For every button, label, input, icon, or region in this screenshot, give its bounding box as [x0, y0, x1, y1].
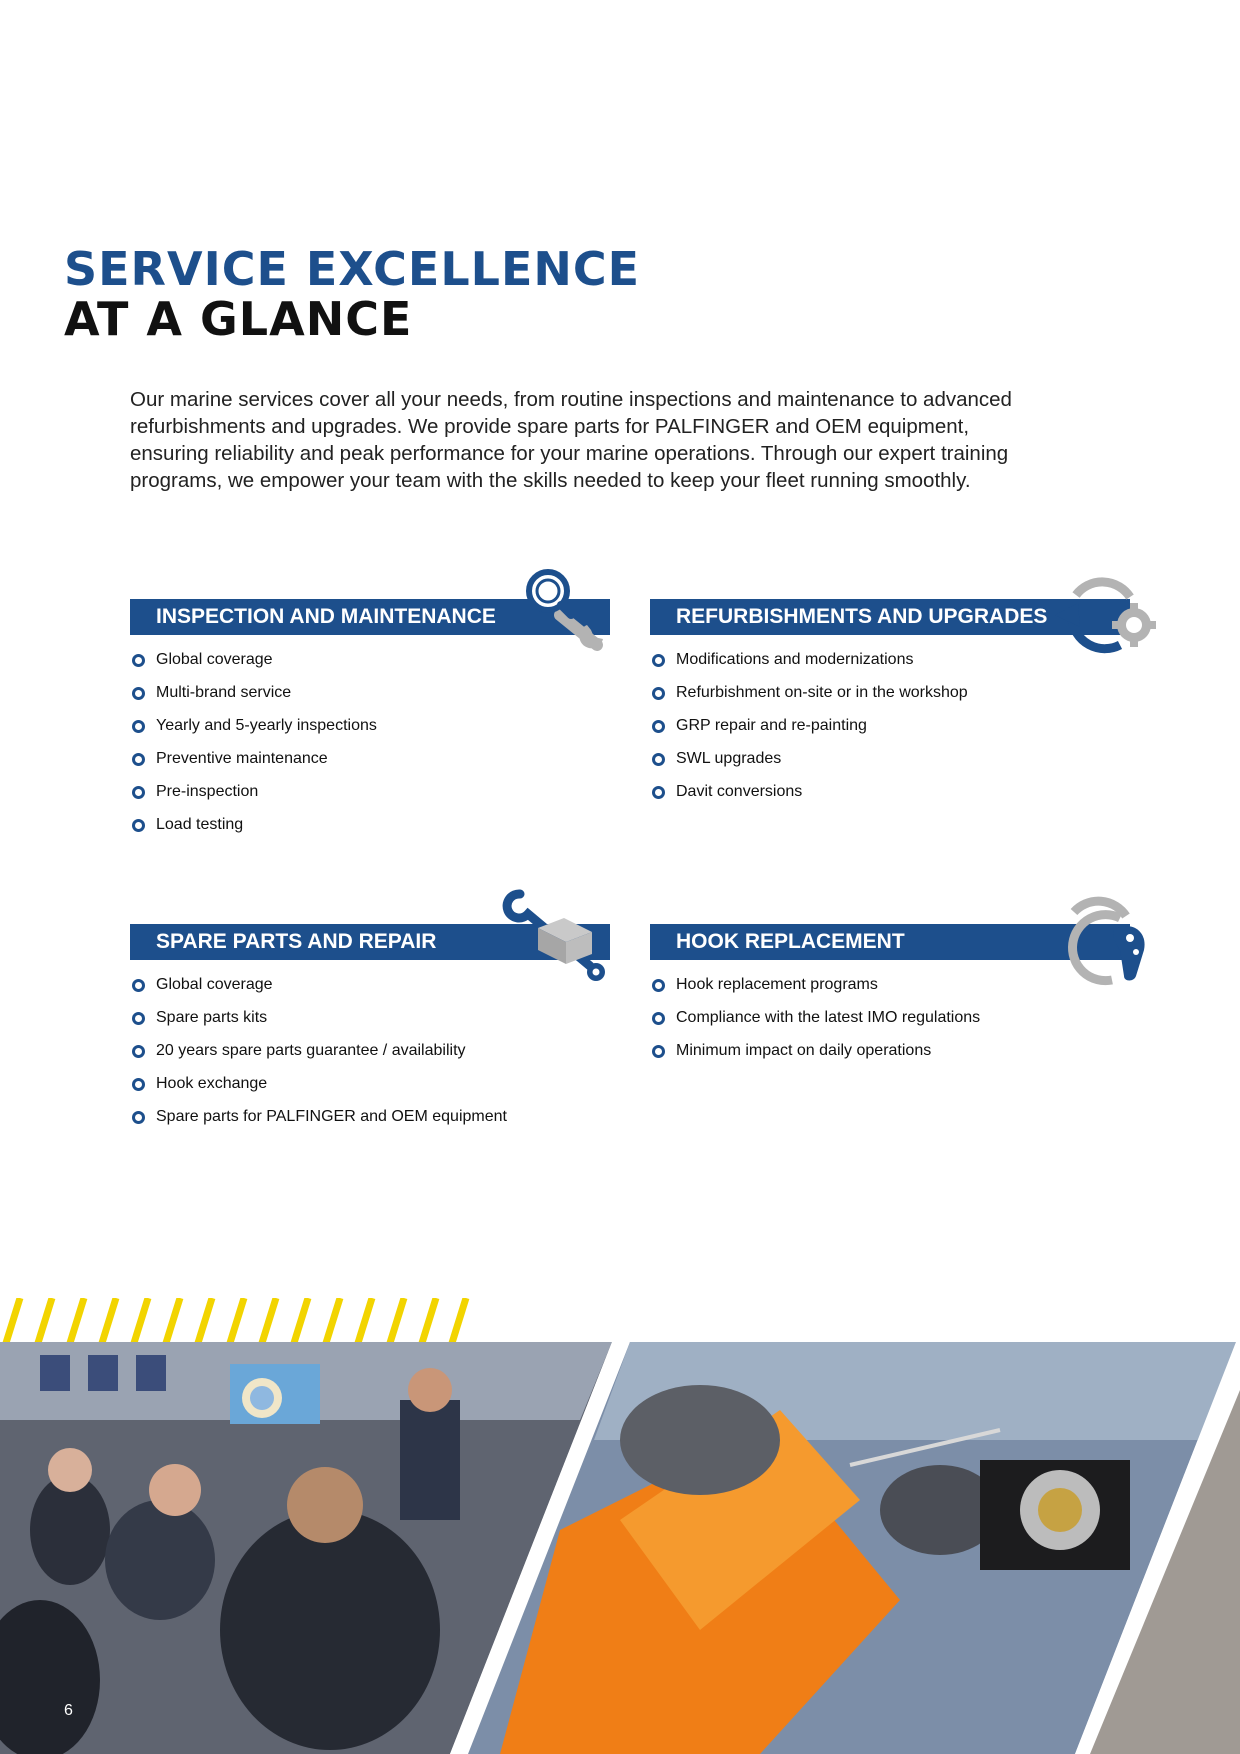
photo-collage	[0, 1300, 1240, 1754]
refresh-gear-icon	[1050, 567, 1160, 657]
list-item: Refurbishment on-site or in the workshop	[650, 682, 1130, 715]
list-item: Hook exchange	[130, 1073, 610, 1106]
list-item: Pre-inspection	[130, 781, 610, 814]
section-refurbishments-upgrades	[650, 599, 1130, 814]
section-list	[650, 649, 1130, 814]
section-hook-replacement	[650, 924, 1130, 1073]
section-list	[650, 974, 1130, 1073]
section-title: HOOK REPLACEMENT	[676, 930, 905, 953]
list-item: GRP repair and re-painting	[650, 715, 1130, 748]
list-item: SWL upgrades	[650, 748, 1130, 781]
list-item: Load testing	[130, 814, 610, 847]
bullet-icon	[652, 1045, 665, 1058]
list-item: Multi-brand service	[130, 682, 610, 715]
bullet-icon	[652, 979, 665, 992]
list-item: Hook replacement programs	[650, 974, 1130, 1007]
bullet-icon	[132, 819, 145, 832]
list-item: Global coverage	[130, 974, 610, 1007]
list-item: Spare parts kits	[130, 1007, 610, 1040]
page-number: 6	[64, 1702, 73, 1719]
bullet-icon	[652, 654, 665, 667]
list-item: Minimum impact on daily operations	[650, 1040, 1130, 1073]
bullet-icon	[132, 1111, 145, 1124]
list-item: Davit conversions	[650, 781, 1130, 814]
list-item: 20 years spare parts guarantee / availability	[130, 1040, 610, 1073]
list-item: Yearly and 5-yearly inspections	[130, 715, 610, 748]
section-inspection-maintenance	[130, 599, 610, 847]
bullet-icon	[132, 1078, 145, 1091]
bullet-icon	[652, 1012, 665, 1025]
list-item: Modifications and modernizations	[650, 649, 1130, 682]
list-item: Preventive maintenance	[130, 748, 610, 781]
section-list	[130, 649, 610, 847]
bullet-icon	[132, 687, 145, 700]
bullet-icon	[132, 1012, 145, 1025]
bullet-icon	[132, 654, 145, 667]
list-item: Spare parts for PALFINGER and OEM equipment	[130, 1106, 610, 1139]
bullet-icon	[652, 786, 665, 799]
magnifier-wrench-icon	[515, 567, 605, 657]
page-title-line-1: SERVICE EXCELLENCE	[64, 242, 641, 296]
bullet-icon	[132, 1045, 145, 1058]
wrench-box-icon	[502, 884, 612, 984]
list-item: Global coverage	[130, 649, 610, 682]
list-item: Compliance with the latest IMO regulations	[650, 1007, 1130, 1040]
bullet-icon	[652, 753, 665, 766]
bullet-icon	[132, 786, 145, 799]
section-title: INSPECTION AND MAINTENANCE	[156, 605, 496, 628]
page-title-line-2: AT A GLANCE	[64, 292, 413, 346]
section-title: SPARE PARTS AND REPAIR	[156, 930, 437, 953]
intro-paragraph: Our marine services cover all your needs, from routine inspections and maintenance to advanced refurbishments and upgrades. We provide spare parts for PALFINGER and OEM equipment, ensuring reliability and peak performance for your marine operations. Through our expert training programs, we empower your team with the skills needed to keep your fleet running smoothly.	[130, 388, 1012, 492]
section-list	[130, 974, 610, 1139]
bullet-icon	[132, 720, 145, 733]
bullet-icon	[652, 720, 665, 733]
section-spare-parts-repair	[130, 924, 610, 1139]
bullet-icon	[652, 687, 665, 700]
bullet-icon	[132, 979, 145, 992]
section-title: REFURBISHMENTS AND UPGRADES	[676, 605, 1048, 628]
bullet-icon	[132, 753, 145, 766]
